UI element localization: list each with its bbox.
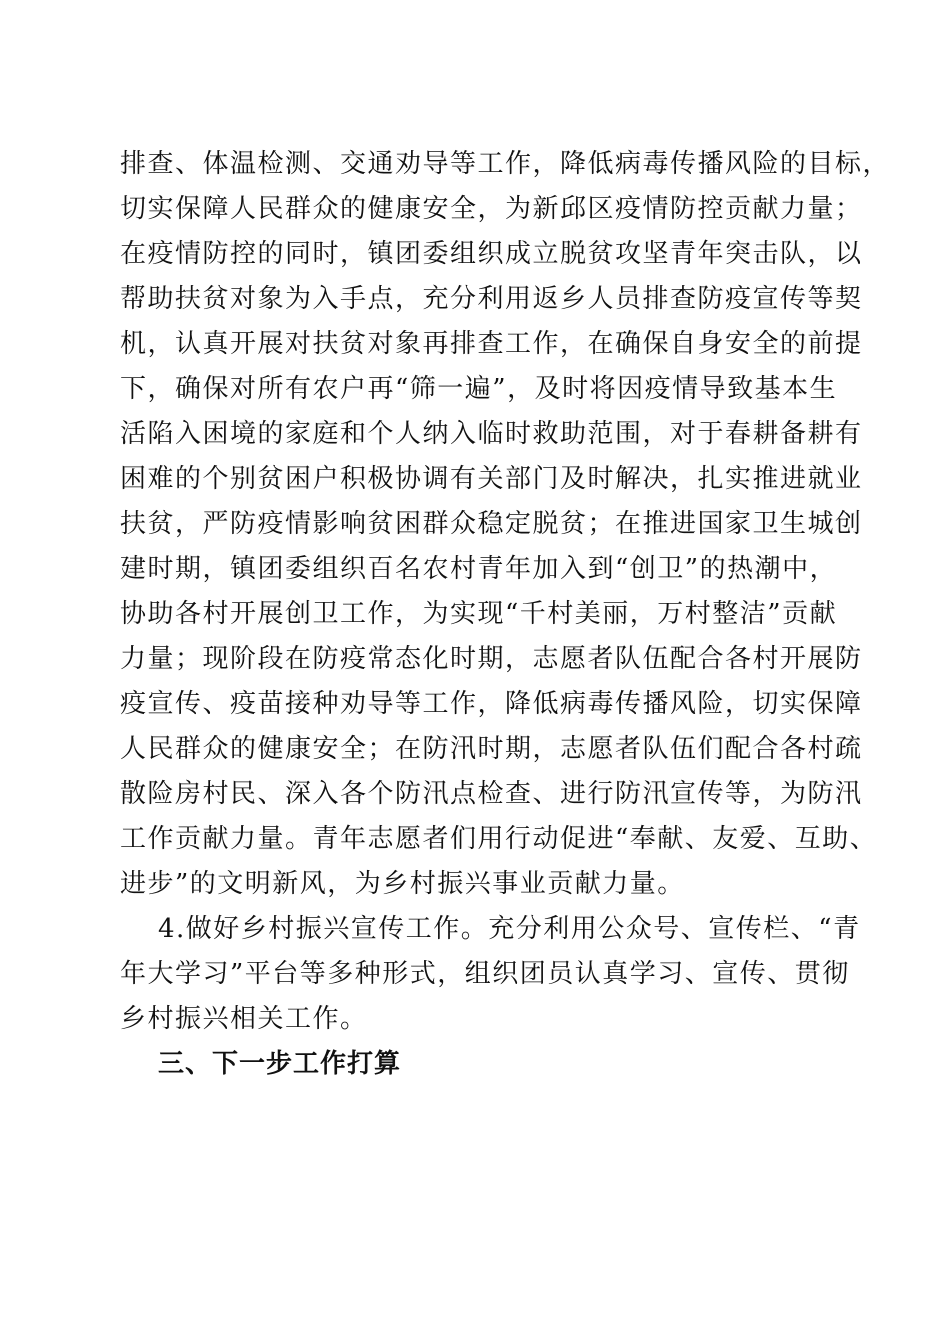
text-line: 人民群众的健康安全；在防汛时期，志愿者队伍们配合各村疏 bbox=[120, 734, 863, 764]
section-heading: 三、下一步工作打算 bbox=[158, 1049, 402, 1079]
text-line: 扶贫，严防疫情影响贫困群众稳定脱贫；在推进国家卫生城创 bbox=[120, 509, 863, 539]
text-line: 散险房村民、深入各个防汛点检查、进行防汛宣传等，为防汛 bbox=[120, 779, 863, 809]
text-line: 活陷入困境的家庭和个人纳入临时救助范围，对于春耕备耕有 bbox=[120, 419, 863, 449]
text-line: 进步”的文明新风，为乡村振兴事业贡献力量。 bbox=[120, 869, 685, 899]
text-line: 机，认真开展对扶贫对象再排查工作，在确保自身安全的前提 bbox=[120, 329, 863, 359]
text-line: 排查、体温检测、交通劝导等工作，降低病毒传播风险的目标， bbox=[120, 149, 891, 179]
text-line: 疫宣传、疫苗接种劝导等工作，降低病毒传播风险，切实保障 bbox=[120, 689, 863, 719]
numbered-paragraph-start: 4.做好乡村振兴宣传工作。充分利用公众号、宣传栏、“青 bbox=[158, 914, 861, 944]
text-line: 下，确保对所有农户再“筛一遍”，及时将因疫情导致基本生 bbox=[120, 374, 838, 404]
text-line: 工作贡献力量。青年志愿者们用行动促进“奉献、友爱、互助、 bbox=[120, 824, 878, 854]
text-line: 协助各村开展创卫工作，为实现“千村美丽，万村整洁”贡献 bbox=[120, 599, 838, 629]
text-line: 在疫情防控的同时，镇团委组织成立脱贫攻坚青年突击队，以 bbox=[120, 239, 863, 269]
text-line: 建时期，镇团委组织百名农村青年加入到“创卫”的热潮中， bbox=[120, 554, 838, 584]
text-line: 年大学习”平台等多种形式，组织团员认真学习、宣传、贯彻 bbox=[120, 959, 850, 989]
text-line: 切实保障人民群众的健康安全，为新邱区疫情防控贡献力量； bbox=[120, 194, 863, 224]
text-line: 力量；现阶段在防疫常态化时期，志愿者队伍配合各村开展防 bbox=[120, 644, 863, 674]
text-line: 帮助扶贫对象为入手点，充分利用返乡人员排查防疫宣传等契 bbox=[120, 284, 863, 314]
text-line: 乡村振兴相关工作。 bbox=[120, 1004, 368, 1034]
text-line: 困难的个别贫困户积极协调有关部门及时解决，扎实推进就业 bbox=[120, 464, 863, 494]
